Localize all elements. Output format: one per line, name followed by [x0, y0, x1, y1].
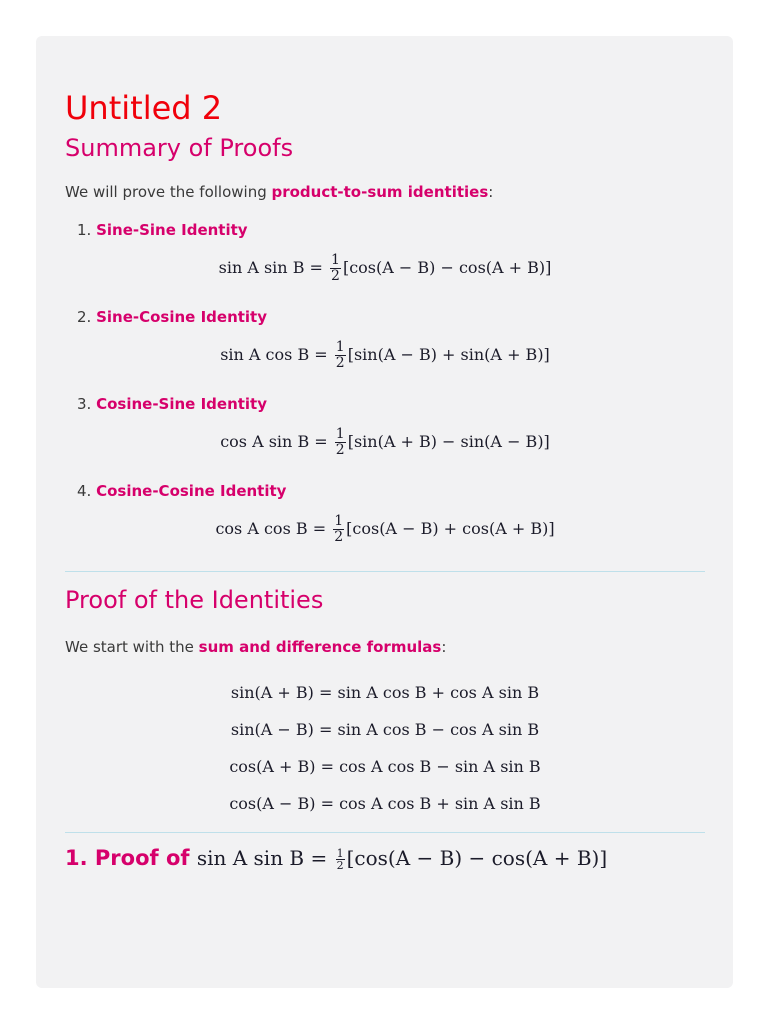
sum-difference-formula: sin(A − B) = sin A cos B − cos A sin B — [230, 720, 540, 739]
half-fraction — [335, 427, 346, 458]
equals-sign: = — [314, 345, 328, 364]
proof-intro-suffix: : — [441, 638, 447, 656]
list-item-label: Sine-Cosine Identity — [96, 308, 268, 326]
fraction-denominator: 2 — [335, 442, 345, 458]
fraction-numerator: 1 — [334, 513, 344, 529]
equation-rhs: [sin(A − B) + sin(A + B)] — [347, 345, 550, 364]
page-title: Untitled 2 — [65, 89, 223, 127]
summary-intro — [65, 181, 705, 203]
proof-intro-prefix: We start with the — [65, 638, 199, 656]
summary-intro-suffix: : — [488, 183, 494, 201]
equals-sign: = — [314, 432, 328, 451]
fraction-numerator: 1 — [335, 339, 345, 355]
summary-heading: Summary of Proofs — [65, 134, 294, 162]
list-item-label: Sine-Sine Identity — [96, 221, 248, 239]
list-item-number: 1. — [77, 221, 92, 239]
list-item — [77, 306, 705, 328]
proof-1-heading-prefix: 1. Proof of — [65, 846, 190, 870]
document-card — [36, 36, 733, 988]
equation-lhs: sin A sin B — [196, 846, 305, 870]
identity-equation — [65, 340, 705, 371]
fraction-denominator: 2 — [331, 268, 340, 284]
equation-rhs: [cos(A − B) − cos(A + B)] — [342, 258, 552, 277]
list-item-label: Cosine-Sine Identity — [96, 395, 268, 413]
list-item — [77, 480, 705, 502]
half-fraction — [330, 253, 341, 284]
document-content — [65, 88, 705, 873]
section-divider — [65, 832, 705, 833]
formula-block — [65, 674, 705, 822]
summary-intro-prefix: We will prove the following — [65, 183, 272, 201]
list-item-label: Cosine-Cosine Identity — [96, 482, 287, 500]
proof-1-heading-equation — [197, 846, 607, 870]
list-item-number: 2. — [77, 308, 92, 326]
equals-sign: = — [309, 258, 323, 277]
fraction-numerator: 1 — [336, 847, 344, 860]
fraction-denominator: 2 — [336, 859, 344, 872]
fraction-denominator: 2 — [334, 529, 344, 545]
equals-sign: = — [310, 846, 328, 870]
proof-1-heading — [65, 843, 705, 873]
equation-rhs: [cos(A − B) + cos(A + B)] — [346, 519, 555, 538]
sum-difference-formula: cos(A + B) = cos A cos B − sin A sin B — [229, 757, 541, 776]
identity-equation — [65, 253, 705, 284]
equation-lhs: sin A cos B — [220, 345, 310, 364]
half-fraction — [333, 514, 344, 545]
summary-intro-emphasis: product-to-sum identities — [271, 183, 489, 201]
equation-lhs: cos A cos B — [215, 519, 308, 538]
equals-sign: = — [312, 519, 327, 538]
sum-difference-formula: cos(A − B) = cos A cos B + sin A sin B — [229, 794, 541, 813]
equation-lhs: sin A sin B — [218, 258, 305, 277]
proof-intro-emphasis: sum and difference formulas — [198, 638, 442, 656]
proof-heading: Proof of the Identities — [65, 586, 324, 614]
equation-rhs: [sin(A + B) − sin(A − B)] — [347, 432, 550, 451]
list-item — [77, 219, 705, 241]
list-item — [77, 393, 705, 415]
equation-rhs: [cos(A − B) − cos(A + B)] — [346, 846, 608, 870]
fraction-numerator: 1 — [331, 252, 340, 268]
half-fraction — [335, 340, 346, 371]
half-fraction — [336, 848, 345, 871]
list-item-number: 3. — [77, 395, 92, 413]
identity-equation — [65, 427, 705, 458]
identity-equation — [65, 514, 705, 545]
equation-lhs: cos A sin B — [220, 432, 310, 451]
section-divider — [65, 571, 705, 572]
fraction-denominator: 2 — [335, 355, 345, 371]
fraction-numerator: 1 — [335, 426, 345, 442]
list-item-number: 4. — [77, 482, 92, 500]
proof-intro — [65, 636, 705, 658]
sum-difference-formula: sin(A + B) = sin A cos B + cos A sin B — [230, 683, 540, 702]
